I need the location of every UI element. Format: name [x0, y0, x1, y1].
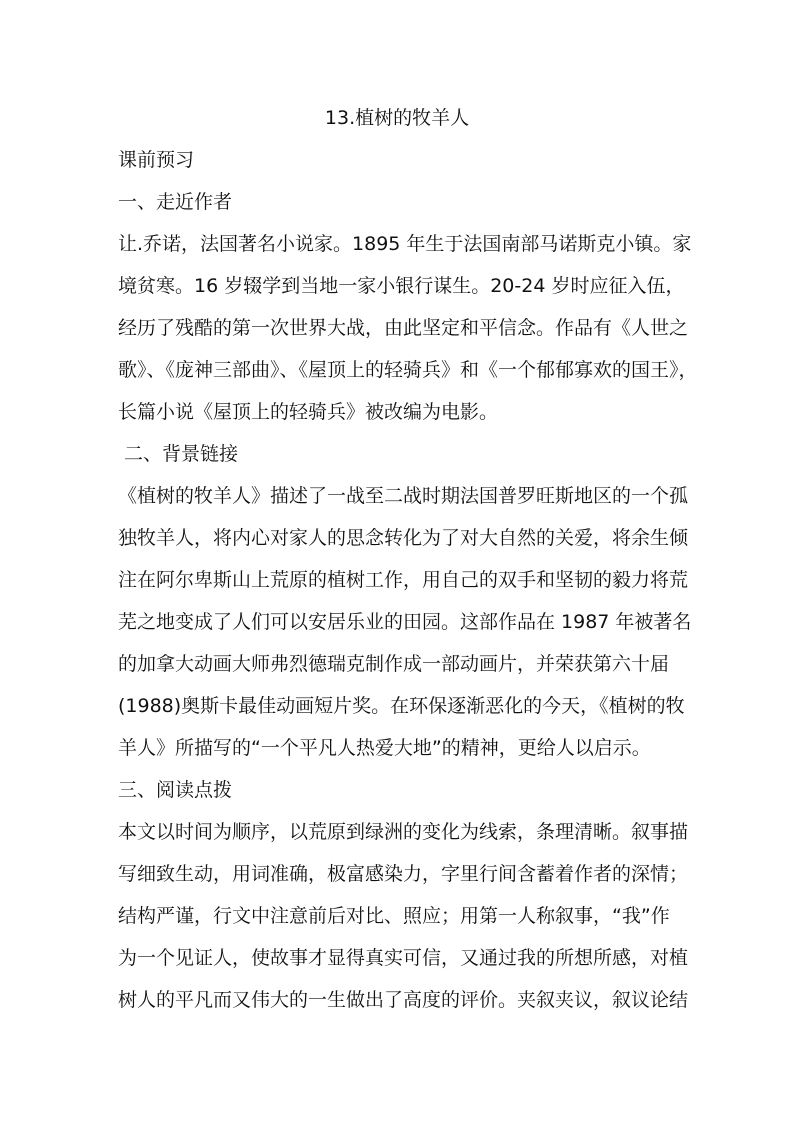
paragraph-line: 树人的平凡而又伟大的一生做出了高度的评价。夹叙夹议，叙议论结	[118, 989, 689, 1011]
paragraph-line: (1988)奥斯卡最佳动画短片奖。在环保逐渐恶化的今天，《植树的牧	[118, 695, 685, 717]
paragraph-line: 为一个见证人，使故事才显得真实可信，又通过我的所想所感，对植	[118, 947, 689, 969]
section-heading-background: 二、背景链接	[124, 443, 239, 465]
paragraph-line: 注在阿尔卑斯山上荒原的植树工作，用自己的双手和坚韧的毅力将荒	[118, 569, 689, 591]
paragraph-line: 《植树的牧羊人》描述了一战至二战时期法国普罗旺斯地区的一个孤	[118, 485, 689, 507]
paragraph-line: 独牧羊人，将内心对家人的思念转化为了对大自然的关爱，将余生倾	[118, 527, 689, 549]
paragraph-line: 本文以时间为顺序，以荒原到绿洲的变化为线索，条理清晰。叙事描	[118, 821, 689, 843]
document-title: 13.植树的牧羊人	[324, 107, 470, 129]
paragraph-line: 芜之地变成了人们可以安居乐业的田园。这部作品在 1987 年被著名	[118, 611, 692, 633]
paragraph-line: 写细致生动，用词准确，极富感染力，字里行间含蓄着作者的深情；	[118, 863, 689, 885]
paragraph-line: 的加拿大动画大师弗烈德瑞克制作成一部动画片，并荣获第六十届	[118, 653, 670, 675]
paragraph-line: 境贫寒。16 岁辍学到当地一家小银行谋生。20-24 岁时应征入伍，	[118, 275, 685, 297]
paragraph-line: 经历了残酷的第一次世界大战，由此坚定和平信念。作品有《人世之	[118, 317, 689, 339]
section-heading-author: 一、走近作者	[118, 191, 233, 213]
section-heading-reading-guide: 三、阅读点拨	[118, 779, 233, 801]
paragraph-line: 歌》、《庞神三部曲》、《屋顶上的轻骑兵》和《一个郁郁寡欢的国王》，	[118, 359, 698, 381]
paragraph-line: 结构严谨，行文中注意前后对比、照应；用第一人称叙事，“我”作	[118, 905, 670, 927]
paragraph-line: 长篇小说《屋顶上的轻骑兵》被改编为电影。	[118, 401, 499, 423]
section-label-preview: 课前预习	[118, 149, 195, 171]
paragraph-line: 让.乔诺，法国著名小说家。1895 年生于法国南部马诺斯克小镇。家	[118, 233, 692, 255]
paragraph-line: 羊人》所描写的“一个平凡人热爱大地”的精神，更给人以启示。	[118, 737, 651, 759]
